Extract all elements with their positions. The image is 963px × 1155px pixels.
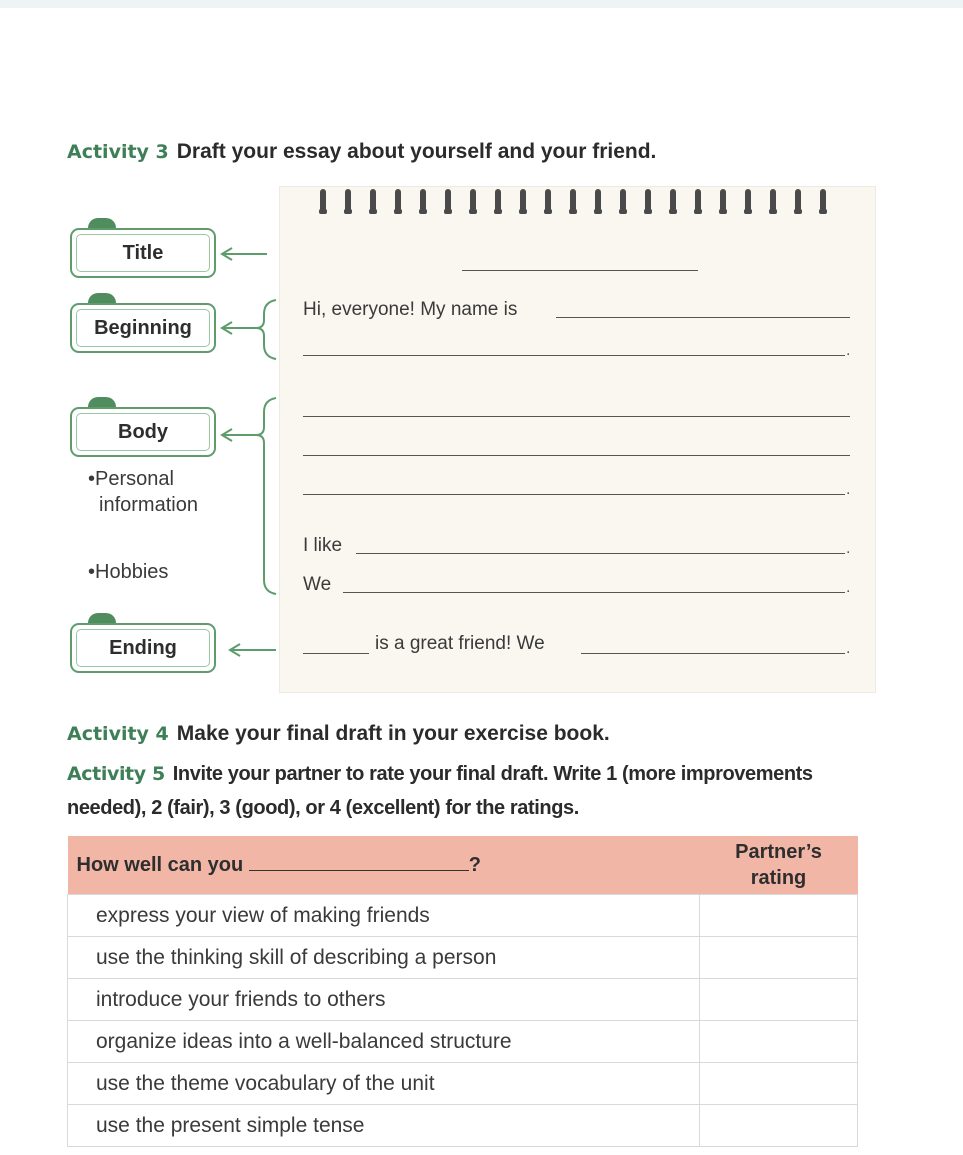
activity-3-keyword: Activity 3 [67,141,169,163]
like-prompt: I like [303,535,343,556]
activity-5-heading [67,763,813,786]
title-label-text: Title [122,241,164,264]
header-question [68,836,700,895]
ending-label-text: Ending [109,636,177,659]
skill-cell: use the theme vocabulary of the unit [68,1063,700,1105]
period: . [846,640,851,657]
period: . [846,579,851,596]
header-rating-line1: Partner’s [735,841,822,863]
activity-5-title-line1: Invite your partner to rate your final draft. Write 1 (more improvements [172,763,813,785]
activity-4-title: Make your final draft in your exercise book. [176,722,610,745]
table-row [68,979,858,1021]
skill-cell: organize ideas into a well-balanced structure [68,1021,700,1063]
bullet-personal-line2: information [99,494,198,516]
table-row [68,895,858,937]
bullet-dot: • [88,561,96,583]
table-row [68,1063,858,1105]
skill-cell: introduce your friends to others [68,979,700,1021]
activity-4-heading [67,722,610,746]
bullet-personal-information [88,466,198,518]
title-label-tab [88,218,116,228]
activity-5-heading-line2: needed), 2 (fair), 3 (good), or 4 (excellent) for the ratings. [67,797,579,819]
ratings-header-row [68,836,858,895]
rating-cell[interactable] [700,895,858,937]
rating-cell[interactable] [700,937,858,979]
table-row [68,937,858,979]
header-rating-line2: rating [750,867,807,889]
body-label-tab [88,397,116,407]
skill-cell: use the thinking skill of describing a person [68,937,700,979]
header-question-suffix: ? [468,853,481,876]
activity-3-title: Draft your essay about yourself and your friend. [176,140,657,163]
rating-cell[interactable] [700,1105,858,1147]
bullet-hobbies [88,559,168,585]
rating-cell[interactable] [700,1063,858,1105]
we-prompt: We [303,574,332,595]
ending-label [70,623,216,673]
beginning-label-text: Beginning [94,316,192,339]
period: . [846,342,851,359]
table-row [68,1105,858,1147]
ending-label-tab [88,613,116,623]
ratings-table [67,836,858,1147]
rating-cell[interactable] [700,979,858,1021]
activity-5-keyword: Activity 5 [67,763,165,785]
ending-prompt: is a great friend! We [375,633,545,654]
table-row [68,1021,858,1063]
header-blank-line [249,870,469,871]
beginning-prompt: Hi, everyone! My name is [303,299,518,320]
beginning-label [70,303,216,353]
header-rating [700,836,858,895]
body-label-text: Body [118,420,168,443]
title-label [70,228,216,278]
skill-cell: express your view of making friends [68,895,700,937]
bullet-dot: • [88,468,96,490]
activity-4-keyword: Activity 4 [67,723,169,745]
period: . [846,540,851,557]
rating-cell[interactable] [700,1021,858,1063]
period: . [846,481,851,498]
header-question-prefix: How well can you [76,853,244,876]
beginning-label-tab [88,293,116,303]
bullet-hobbies-text: Hobbies [95,561,169,583]
bullet-personal-line1: Personal [95,468,174,490]
body-label [70,407,216,457]
skill-cell: use the present simple tense [68,1105,700,1147]
